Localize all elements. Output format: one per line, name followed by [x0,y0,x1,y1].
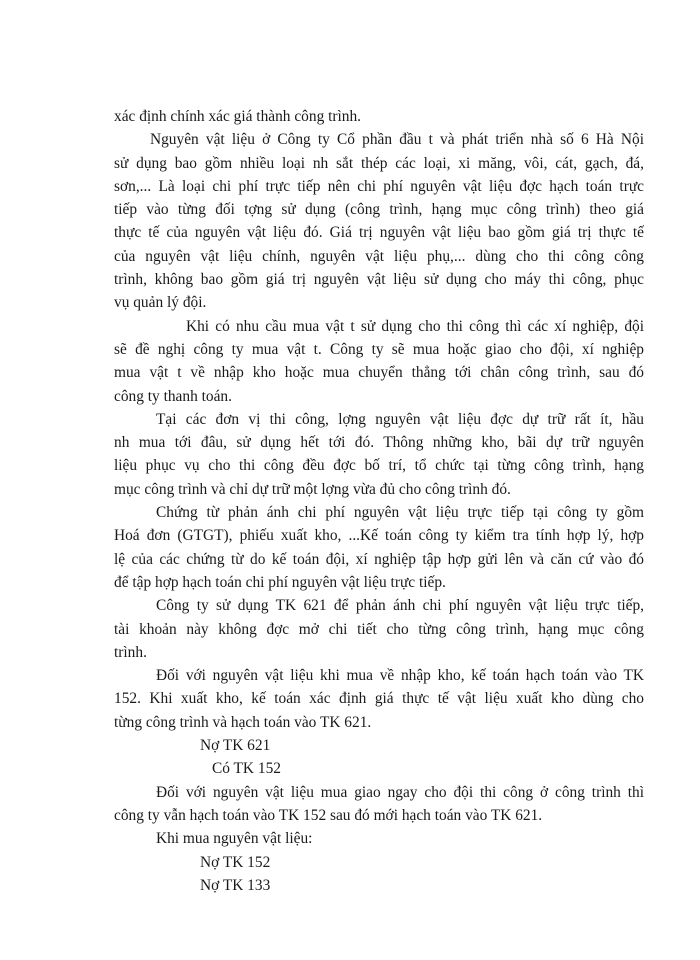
text-line: liệu phục vụ cho thi công đều đợc bố trí, tổ chức tại từng công trình, hạng [114,457,644,475]
text-line: xác định chính xác giá thành công trình. [114,108,362,125]
text-line: Công ty sử dụng TK 621 để phản ánh chi phí nguyên vật liệu trực tiếp, [156,597,644,615]
text-line: Chứng từ phản ánh chi phí nguyên vật liệu trực tiếp tại công ty gồm [156,504,644,522]
text-line: mua vật t về nhập kho hoặc mua chuyển thẳng tới chân công trình, sau đó [114,364,644,382]
text-line: Đối với nguyên vật liệu mua giao ngay cho đội thi công ở công trình thì [156,783,644,801]
text-line: sơn,... Là loại chi phí trực tiếp nên chi phí nguyên vật liệu đợc hạch toán trực [114,177,644,195]
text-line: công ty thanh toán. [114,387,232,405]
text-line: tiếp vào từng đối tợng sử dụng (công trình, hạng mục công trình) theo giá [114,201,644,219]
journal-entry-debit: Nợ TK 133 [200,876,271,894]
text-line: trình. [114,643,147,661]
journal-entry-credit: Có TK 152 [212,760,281,778]
text-line: công ty vẫn hạch toán vào TK 152 sau đó mới hạch toán vào TK 621. [114,806,543,824]
text-line: Nguyên vật liệu ở Công ty Cổ phần đầu t và phát triển nhà số 6 Hà Nội [150,131,644,149]
text-line: để tập hợp hạch toán chi phí nguyên vật liệu trực tiếp. [114,573,446,591]
text-line: từng công trình và hạch toán vào TK 621. [114,713,372,731]
journal-entry-debit: Nợ TK 621 [200,737,271,755]
text-line: nh mua tới đâu, sử dụng hết tới đó. Thông những kho, bãi dự trữ nguyên [114,434,644,452]
journal-entry-debit: Nợ TK 152 [200,853,271,871]
text-line: 152. Khi xuất kho, kế toán xác định giá thực tế vật liệu xuất kho dùng cho [114,690,644,708]
text-line: Tại các đơn vị thi công, lợng nguyên vật liệu đợc dự trữ rất ít, hầu [156,410,644,428]
text-line: Hoá đơn (GTGT), phiếu xuất kho, ...Kế toán công ty kiểm tra tính hợp lý, hợp [114,527,644,545]
text-line: tài khoản này không đợc mở chi tiết cho từng công trình, hạng mục công [114,620,644,638]
text-line: Đối với nguyên vật liệu khi mua về nhập kho, kế toán hạch toán vào TK [156,667,644,685]
text-line: mục công trình và chỉ dự trữ một lợng vừa đủ cho công trình đó. [114,480,511,498]
text-line: thực tế của nguyên vật liệu đó. Giá trị nguyên vật liệu bao gồm giá trị thực tế [114,224,644,242]
text-line: vụ quản lý đội. [114,294,207,312]
text-line: trình, không bao gồm giá trị nguyên vật liệu sử dụng cho máy thi công, phục [114,271,644,289]
text-line: lệ của các chứng từ do kế toán đội, xí nghiệp tập hợp gửi lên và căn cứ vào đó [114,550,644,568]
text-line: Khi mua nguyên vật liệu: [156,830,313,848]
text-line: sử dụng bao gồm nhiều loại nh sắt thép các loại, xi măng, vôi, cát, gạch, đá, [114,154,644,172]
text-line: của nguyên vật liệu chính, nguyên vật liệu phụ,... dùng cho thi công công [114,247,644,265]
text-line: Khi có nhu cầu mua vật t sử dụng cho thi công thì các xí nghiệp, đội [186,317,644,335]
text-line: sẽ đề nghị công ty mua vật t. Công ty sẽ mua hoặc giao cho đội, xí nghiệp [114,340,644,358]
